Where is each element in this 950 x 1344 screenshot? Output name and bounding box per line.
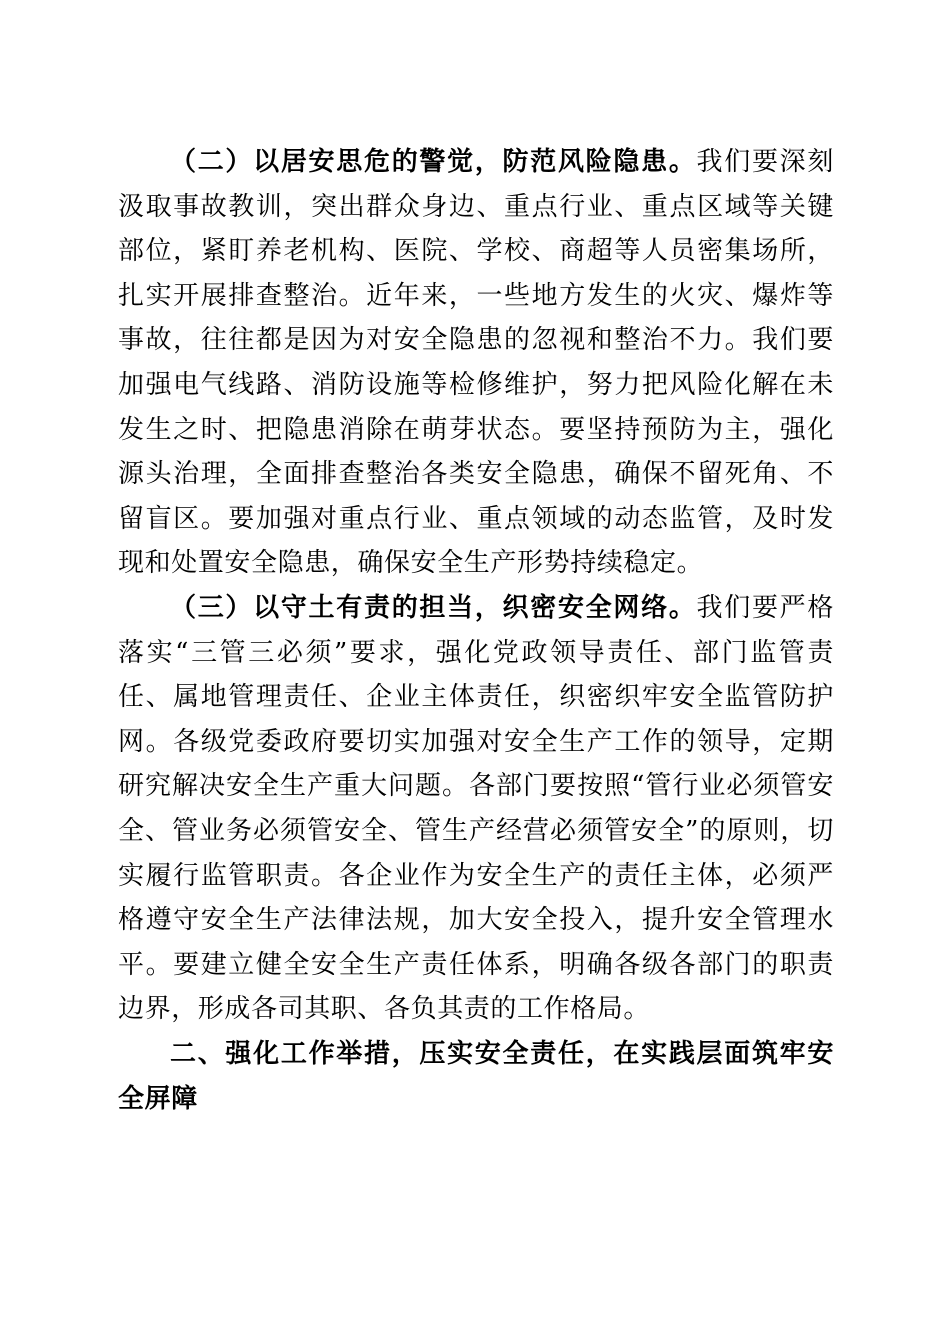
section-heading: 二、强化工作举措，压实安全责任，在实践层面筑牢安全屏障 bbox=[118, 1038, 834, 1114]
paragraph-risk-prevention bbox=[118, 140, 834, 586]
paragraph-lead: （二）以居安思危的警觉，防范风险隐患。 bbox=[170, 147, 697, 177]
paragraph-lead: （三）以守土有责的担当，织密安全网络。 bbox=[170, 592, 697, 623]
document-body bbox=[118, 140, 834, 1122]
paragraph-text: 我们要严格落实“三管三必须”要求，强化党政领导责任、部门监管责任、属地管理责任、企业主体责任，织密织牢安全监管防护网。各级党委政府要切实加强对安全生产工作的领导，定期研究解决安全生产重大问题。各部门要按照“管行业必须管安全、管业务必须管安全、管生产经营必须管安全”的原则，切实履行监管职责。各企业作为安全生产的责任主体，必须严格遵守安全生产法律法规，加大安全投入，提升安全管理水平。要建立健全安全生产责任体系，明确各级各部门的职责边界，形成各司其职、各负其责的工作格局。 bbox=[118, 592, 834, 1025]
paragraph-text: 我们要深刻汲取事故教训，突出群众身边、重点行业、重点区域等关键部位，紧盯养老机构、医院、学校、商超等人员密集场所，扎实开展排查整治。近年来，一些地方发生的火灾、爆炸等事故，往往都是因为对安全隐患的忽视和整治不力。我们要加强电气线路、消防设施等检修维护，努力把风险化解在未发生之时、把隐患消除在萌芽状态。要坚持预防为主，强化源头治理，全面排查整治各类安全隐患，确保不留死角、不留盲区。要加强对重点行业、重点领域的动态监管，及时发现和处置安全隐患，确保安全生产形势持续稳定。 bbox=[118, 147, 834, 579]
paragraph-safety-network bbox=[118, 586, 834, 1032]
